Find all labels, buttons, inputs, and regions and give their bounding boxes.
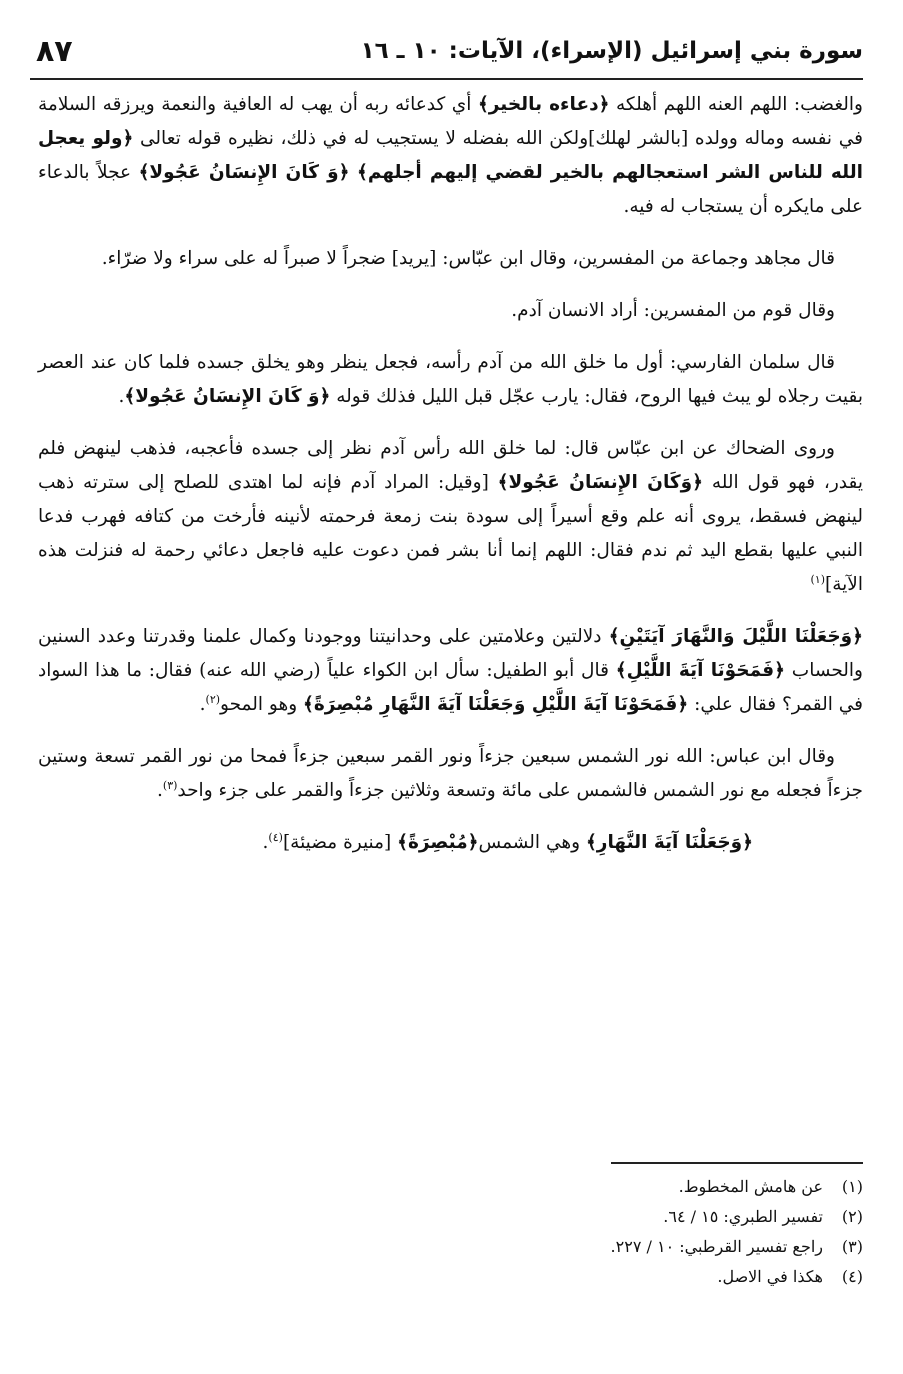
footnotes — [300, 1172, 863, 1292]
quran-quote: ﴿فَمَحَوْنَا آيَةَ اللَّيْلِ﴾ — [615, 660, 785, 681]
paragraph — [38, 432, 863, 602]
footnote-text: تفسير الطبري: ١٥ / ٦٤. — [663, 1207, 823, 1226]
text-run: وروى الضحاك عن ابن عبّاس قال: لما خلق الله رأس آدم نظر إلى جسده فأعجبه، فذهب لينهض فلم يقدر، فهو قول الله — [38, 438, 863, 493]
quran-quote: ﴿وَ كَانَ الإِنسَانُ عَجُولا﴾ — [138, 162, 350, 183]
text-run: والغضب: اللهم العنه اللهم أهلكه — [609, 94, 863, 115]
quran-quote: ﴿وَجَعَلْنَا اللَّيْلَ وَالنَّهَارَ آيَتَيْنِ﴾ — [608, 626, 864, 647]
text-run: دلالتين وعلامتين على وحدانيتنا ووجودنا وكمال علمنا وقدرتنا وعدد السنين والحساب — [38, 626, 863, 681]
quran-quote: ﴿وَكَانَ الإِنسَانُ عَجُولا﴾ — [497, 472, 704, 493]
paragraph — [38, 346, 863, 414]
text-run: [منيرة مضيئة] — [282, 832, 398, 853]
paragraph — [38, 294, 863, 328]
paragraph — [38, 88, 863, 224]
text-run: وقال ابن عباس: الله نور الشمس سبعين جزءاً ونور القمر سبعين جزءاً فمحا من نور القمر تسعة وستين جزءاً فجعله مع نور الشمس فالشمس على مائة وتسعة وثلاثين جزءاً والقمر على جزء واحد — [38, 746, 863, 801]
footnote-reference: (٣) — [162, 778, 178, 792]
quran-quote: ﴿مُبْصِرَةً﴾ — [397, 832, 479, 853]
running-title: سورة بني إسرائيل (الإسراء)، الآيات: ١٠ ـ ١٦ — [360, 38, 863, 64]
quran-quote: ﴿وَجَعَلْنَا آيَةَ النَّهَارِ﴾ — [585, 832, 753, 853]
paragraph — [38, 826, 863, 860]
text-run: [وقيل: المراد آدم فإنه لما اهتدى للصلح إلى سترته ذهب لينهض فسقط، يروى أنه علم وقع أسيراً إلى سودة بنت زمعة فرحمته لأنينه فأرخت من كتافه فهرب فدعا النبي عليها بقطع اليد ثم ندم فقال: اللهم إنما أنا بشر فمن دعوت عليه فاجعل دعائي رحمة له فنزلت هذه الآية] — [38, 472, 863, 595]
footnote-number: (٤) — [841, 1267, 863, 1286]
footnote-number: (١) — [841, 1177, 863, 1196]
footnote — [300, 1262, 863, 1292]
paragraph — [38, 740, 863, 808]
quran-quote: ﴿ولو يعجل الله للناس الشر استعجالهم بالخير لقضي إليهم أجلهم﴾ — [38, 128, 863, 183]
footnote-text: هكذا في الاصل. — [717, 1267, 823, 1286]
footnote-divider — [611, 1162, 863, 1164]
paragraph — [38, 620, 863, 722]
page-number: ٨٧ — [36, 34, 73, 69]
footnote-text: عن هامش المخطوط. — [678, 1177, 823, 1196]
footnote — [300, 1202, 863, 1232]
footnote-reference: (١) — [810, 572, 826, 586]
footnote-reference: (٤) — [268, 830, 283, 844]
text-run: . — [118, 386, 125, 407]
text-run: وقال قوم من المفسرين: أراد الانسان آدم. — [511, 300, 835, 321]
footnote — [300, 1232, 863, 1262]
paragraph — [38, 242, 863, 276]
main-text — [38, 88, 863, 878]
page-header — [30, 30, 863, 80]
text-run: . — [157, 780, 163, 801]
text-run: عجلاً بالدعاء على مايكره أن يستجاب له فيه. — [38, 162, 863, 217]
text-run — [349, 162, 357, 183]
footnote — [300, 1172, 863, 1202]
quran-quote: ﴿دعاءه بالخير﴾ — [477, 94, 610, 115]
text-run: . — [199, 694, 206, 715]
text-run: وهو المحو — [220, 694, 304, 715]
text-run: قال سلمان الفارسي: أول ما خلق الله من آدم رأسه، فجعل ينظر وهو يخلق جسده فلما كان عند العصر بقيت رجلاه لو يبث فيها الروح، فقال: يارب عجّل قبل الليل فذلك قوله — [38, 352, 863, 407]
text-run: . — [262, 832, 269, 853]
footnote-reference: (٢) — [205, 692, 221, 706]
text-run: وهي الشمس — [478, 832, 586, 853]
footnote-number: (٣) — [841, 1237, 863, 1256]
quran-quote: ﴿وَ كَانَ الإِنسَانُ عَجُولا﴾ — [124, 386, 331, 407]
quran-quote: ﴿فَمَحَوْنَا آيَةَ اللَّيْلِ وَجَعَلْنَا آيَةَ النَّهَارِ مُبْصِرَةً﴾ — [303, 694, 689, 715]
text-run: أي كدعائه ربه أن يهب له العافية والنعمة ويرزقه السلامة في نفسه وماله وولده [بالشر لهلك]ولكن الله بفضله لا يستجيب له في ذلك، نظيره قوله تعالى — [38, 94, 864, 149]
footnote-text: راجع تفسير القرطبي: ١٠ / ٢٢٧. — [610, 1237, 823, 1256]
footnote-number: (٢) — [841, 1207, 863, 1226]
text-run: قال مجاهد وجماعة من المفسرين، وقال ابن عبّاس: [يريد] ضجراً لا صبراً له على سراء ولا ضرّاء. — [101, 248, 835, 269]
text-run: قال أبو الطفيل: سأل ابن الكواء علياً (رضي الله عنه) فقال: ما هذا السواد في القمر؟ فقال علي: — [38, 660, 863, 715]
